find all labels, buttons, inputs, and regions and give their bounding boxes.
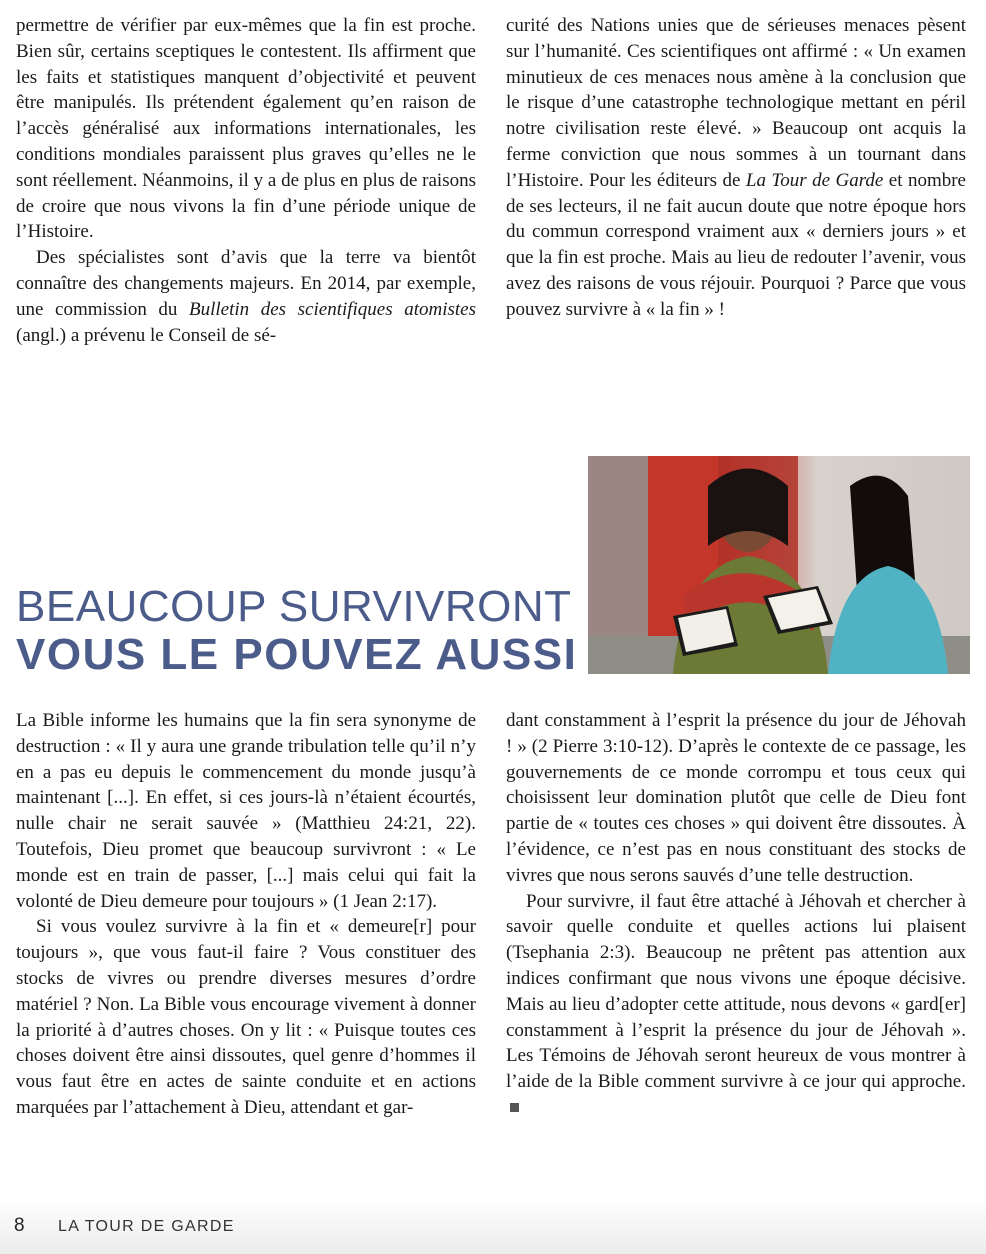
- paragraph: [506, 13, 966, 323]
- column-2-bottom: [506, 708, 966, 1121]
- paragraph-text: dant constamment à l’esprit la présence du jour de Jéhovah ! » (2 Pierre 3:10-12). D’après le contexte de ce passage, les gouvernements de ce monde corrompu et tous ceux qui choisissent leur domination plutôt que celle de Dieu font partie de « toutes ces choses » qui doivent être dissoutes. À l’évidence, ce n’est pas en nous constituant des stocks de vivres que nous serons sauvés d’une telle destruction.: [506, 710, 966, 886]
- paragraph: [16, 245, 476, 348]
- section-heading: [16, 583, 576, 679]
- paragraph-text: et nombre de ses lecteurs, il ne fait aucun doute que notre époque hors du commun correspond vraiment aux « derniers jours » et que la fin est proche. Mais au lieu de redouter l’avenir, vous avez des raisons de vous réjouir. Pourquoi ? Parce que vous pouvez survivre à « la fin » !: [506, 169, 966, 320]
- heading-line-2: VOUS LE POUVEZ AUSSI: [16, 630, 578, 679]
- paragraph-text: (angl.) a prévenu le Conseil de sé-: [16, 324, 277, 346]
- paragraph-text: permettre de vérifier par eux-mêmes que la fin est proche. Bien sûr, certains sceptiques le contestent. Ils affirment que les faits et statistiques manquent d’objectivité et peuvent être manipulés. Ils prétendent également qu’en raison de l’accès généralisé aux informations internationales, les conditions mondiales paraissent plus graves qu’elles ne le sont réellement. Néanmoins, il y a de plus en plus de raisons de croire que nous vivons la fin d’une période unique de l’Histoire.: [16, 15, 476, 243]
- paragraph-text: curité des Nations unies que de sérieuses menaces pèsent sur l’humanité. Ces scientifiques ont affirmé : « Un examen minutieux de ces menaces nous amène à la conclusion que le risque d’une catastrophe technologique mettant en péril notre civilisation reste élevé. » Beaucoup ont acquis la ferme conviction que nous sommes à un tournant dans l’Histoire. Pour les éditeurs de: [506, 15, 966, 191]
- column-1-top: [16, 13, 476, 348]
- paragraph: [506, 708, 966, 889]
- paragraph: [16, 708, 476, 914]
- paragraph: [506, 889, 966, 1121]
- paragraph-text: Des spécialistes sont d’avis que la terre va bientôt connaître des changements majeurs. En 2014, par exemple, une commission du: [16, 247, 476, 320]
- publication-title: La Tour de Garde: [745, 169, 884, 191]
- paragraph-text: Si vous voulez survivre à la fin et « demeure[r] pour toujours », que vous faut-il faire ? Vous constituer des stocks de vivres ou prendre diverses mesures d’ordre matériel ? Non. La Bible vous encourage vivement à donner la priorité à d’autres choses. On y lit : « Puisque toutes ces choses doivent être ainsi dissoutes, quel genre d’hommes il vous faut être en actes de sainte conduite et en actions marquées par l’attachement à Dieu, attendant et gar-: [16, 916, 476, 1118]
- paragraph-text: La Bible informe les humains que la fin sera synonyme de destruction : « Il y aura une grande tribulation telle qu’il n’y en a pas eu depuis le commencement du monde jusqu’à maintenant [...]. En effet, si ces jours-là n’étaient écourtés, nulle chair ne serait sauvée » (Matthieu 24:21, 22). Toutefois, Dieu promet que beaucoup survivront : « Le monde est en train de passer, [...] mais celui qui fait la volonté de Dieu demeure pour toujours » (1 Jean 2:17).: [16, 710, 476, 912]
- heading-line-1: BEAUCOUP SURVIVRONT: [16, 582, 572, 631]
- paragraph-text: Pour survivre, il faut être attaché à Jéhovah et chercher à savoir quelle conduite et quelles actions lui plaisent (Tsephania 2:3). Beaucoup ne prêtent pas attention aux indices confirmant que nous vivons une époque décisive. Mais au lieu d’adopter cette attitude, nous devons « gard[er] constamment à l’esprit la présence du jour de Jéhovah ». Les Témoins de Jéhovah seront heureux de vous montrer à l’aide de la Bible comment survivre à ce jour qui approche.: [506, 890, 966, 1093]
- publication-title: Bulletin des scientifiques atomistes: [189, 298, 476, 320]
- page-number: 8: [14, 1215, 25, 1236]
- column-1-bottom: [16, 708, 476, 1121]
- end-mark-icon: [510, 1103, 519, 1112]
- paragraph: [16, 13, 476, 245]
- two-women-reading-bible-photo: [588, 456, 970, 674]
- column-2-top: [506, 13, 966, 323]
- paragraph: [16, 914, 476, 1120]
- magazine-title: LA TOUR DE GARDE: [58, 1218, 235, 1235]
